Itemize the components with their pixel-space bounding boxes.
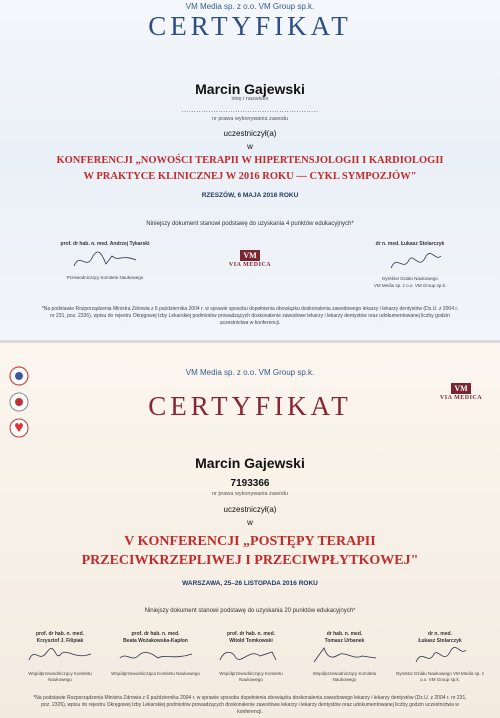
conference-title-line-1: KONFERENCJI „NOWOŚCI TERAPII W HIPERTENSJOLOGII I KARDIOLOGII: [56, 155, 444, 166]
certificate-title: CERTYFIKAT: [148, 11, 352, 41]
signatory-role: Współprzewodnicząca Komitetu Naukowego: [111, 671, 200, 676]
license-number: 7193366: [230, 478, 270, 489]
footnote: *Na podstawie Rozporządzenia Ministra Zdrowia z 6 października 2004 r. w sprawie sposobu dopełnienia obowiązku doskonalenia zawodowego lekarzy i lekarzy dentystów (Dz.U. z 2004 r. nr 231, poz. 2326), wpisu do rejestru Okręgowej Izby Lekarskiej podmiotów prowadzących doskonalenie zawodowe lekarzy i lekarzy dentystów oraz udokumentowanej liczby godzin uczestnictwa w konferencji.: [33, 695, 467, 715]
conference-title-line-1: V KONFERENCJI „POSTĘPY TERAPII: [124, 534, 376, 549]
license-caption: nr prawa wykonywania zawodu: [211, 116, 289, 122]
education-points: Niniejszy dokument stanowi podstawę do uzyskania 4 punktów edukacyjnych*: [146, 221, 354, 227]
vm-logo-text: VIA MEDICA: [228, 262, 272, 268]
vm-logo-mark: VM: [451, 383, 470, 394]
signatory-role: Dyrektor Działu Naukowego VM Media sp. z o.o. VM Group sp.k.: [395, 671, 485, 682]
participant-name: Marcin Gajewski: [195, 81, 305, 97]
participant-name: Marcin Gajewski: [195, 455, 305, 471]
signatory-role: Współprzewodniczący Komitetu Naukowego: [219, 671, 283, 682]
signatory-name: Krzysztof J. Filipiak: [36, 637, 84, 644]
signatory-name: Tomasz Urbanek: [324, 637, 365, 644]
signatory-title: prof. dr hab. n. med.: [226, 631, 276, 637]
signatory-5: [394, 631, 486, 683]
via-medica-logo: [228, 250, 272, 268]
signatories-row: [16, 631, 486, 683]
conference-place-date: WARSZAWA, 25–26 LISTOPADA 2016 ROKU: [182, 580, 318, 587]
signatory-3: [207, 631, 295, 683]
signature: [410, 644, 470, 666]
signatory-left-role: Przewodniczący Komitetu Naukowego: [66, 275, 144, 280]
signatory-title: prof. dr hab. n. med.: [35, 631, 85, 637]
signatory-4: [301, 631, 389, 683]
signature-right: [385, 248, 445, 276]
signature: [25, 644, 95, 666]
signatory-1: [16, 631, 104, 683]
name-caption: imię i nazwisko: [231, 96, 269, 102]
footnote: *Na podstawie Rozporządzenia Ministra Zdrowia z 6 października 2004 r. w sprawie sposobu dopełnienia obowiązku doskonalenia zawodowego lekarzy i lekarzy dentystów (Dz.U. z 2004 r. nr 231, poz. 2326), wpisu do rejestru Okręgowej Izby Lekarskiej podmiotów prowadzących doskonalenie zawodowe lekarzy i lekarzy dentystów oraz udokumentowanej liczby godzin uczestnictwa w konferencji.: [41, 306, 459, 326]
in-label: w: [247, 142, 253, 151]
vm-logo-mark: VM: [240, 250, 259, 261]
signatory-2: [110, 631, 202, 683]
license-caption: nr prawa wykonywania zawodu: [211, 491, 289, 497]
conference-title-line-2: PRZECIWKRZEPLIWEJ I PRZECIWPŁYTKOWEJ": [81, 553, 419, 568]
signatory-name: Witold Tomkowski: [229, 637, 273, 644]
license-number-field: ........................................................: [181, 107, 319, 114]
participated-label: uczestniczył(a): [223, 505, 277, 514]
certificate-2: [0, 340, 500, 718]
certificate-title: CERTYFIKAT: [148, 391, 352, 421]
conference-title-line-2: W PRAKTYCE KLINICZNEJ W 2016 ROKU — CYKL SYMPOZJÓW": [83, 171, 417, 182]
signatory-title: dr n. med.: [428, 631, 452, 637]
signatory-right-role-2: VM Media sp. z o.o. VM Group sp.k.: [373, 283, 447, 288]
company-name: VM Media sp. z o.o. VM Group sp.k.: [185, 368, 315, 377]
signatory-name: Łukasz Stolarczyk: [418, 637, 462, 644]
signatory-name: Beata Wożakowska-Kapłon: [123, 637, 188, 644]
signatory-right-role-1: Dyrektor Działu Naukowego: [382, 276, 438, 281]
certificate-1: [0, 0, 500, 340]
signature-left: [70, 248, 140, 274]
education-points: Niniejszy dokument stanowi podstawę do uzyskania 20 punktów edukacyjnych*: [144, 608, 356, 614]
company-name: VM Media sp. z o.o. VM Group sp.k.: [185, 2, 315, 11]
conference-place-date: RZESZÓW, 6 MAJA 2016 ROKU: [201, 192, 299, 199]
via-medica-logo: [436, 383, 486, 401]
signature: [118, 644, 194, 666]
participated-label: uczestniczył(a): [223, 129, 277, 138]
signatory-title: prof. dr hab. n. med.: [131, 631, 180, 637]
in-label: w: [247, 518, 253, 527]
vm-logo-text: VIA MEDICA: [439, 395, 483, 401]
signatory-right-name: dr n. med. Łukasz Stolarczyk: [375, 241, 445, 247]
signatory-role: Współprzewodniczący Komitetu Naukowego: [312, 671, 377, 682]
signature: [310, 644, 380, 666]
signatory-role: Współprzewodniczący Komitetu Naukowego: [28, 671, 92, 682]
signatory-left-name: prof. dr hab. n. med. Andrzej Tykarski: [60, 241, 150, 247]
signatory-title: dr hab. n. med.: [326, 631, 363, 637]
signature: [216, 644, 286, 666]
